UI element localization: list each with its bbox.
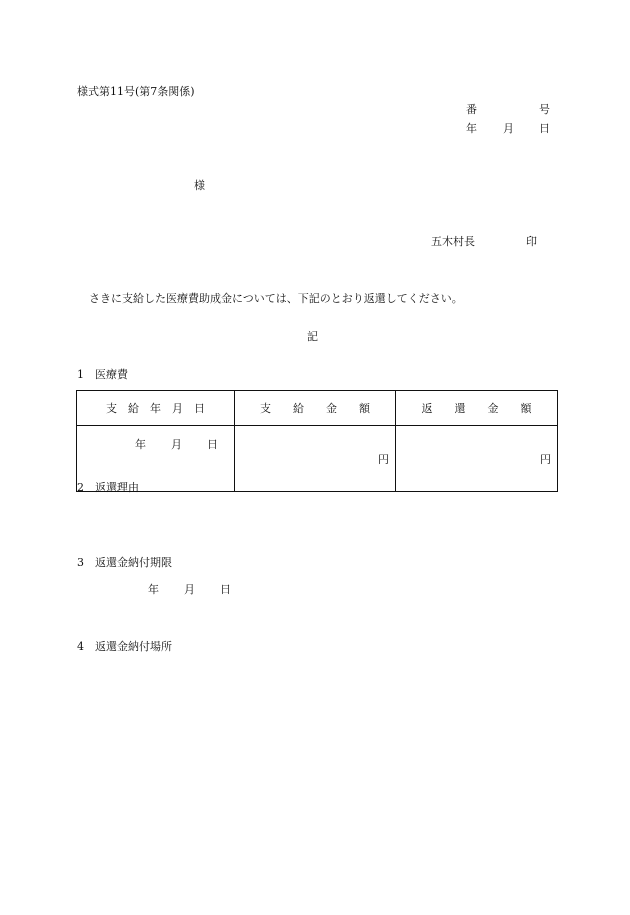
deadline-day-label: 日	[220, 583, 231, 596]
medical-expense-table	[76, 390, 558, 492]
document-number-label: 番	[466, 103, 477, 116]
section2-heading: 2 返還理由	[77, 481, 139, 494]
header-paid-amount: 支 給 金 額	[235, 391, 396, 426]
header-payment-date: 支 給 年 月 日	[77, 391, 235, 426]
issuer-title: 五木村長	[431, 235, 475, 248]
table-header-row	[77, 391, 558, 426]
deadline-year-label: 年	[148, 583, 159, 596]
form-number: 様式第11号(第7条関係)	[77, 85, 195, 98]
section3-heading: 3 返還金納付期限	[77, 556, 172, 569]
section4-heading: 4 返還金納付場所	[77, 640, 172, 653]
issue-date-year-label: 年	[466, 122, 477, 135]
paid-amount-cell: 円	[235, 426, 396, 492]
table-row	[77, 426, 558, 492]
body-text: さきに支給した医療費助成金については、下記のとおり返還してください。	[89, 292, 463, 305]
payment-date-month-label: 月	[171, 438, 182, 451]
header-returned-amount: 返 還 金 額	[396, 391, 558, 426]
deadline-month-label: 月	[184, 583, 195, 596]
section1-heading: 1 医療費	[77, 368, 128, 381]
payment-date-year-label: 年	[135, 438, 146, 451]
ki-heading: 記	[307, 330, 318, 343]
payment-date-day-label: 日	[207, 438, 218, 451]
issue-date-day-label: 日	[539, 122, 550, 135]
issue-date-month-label: 月	[503, 122, 514, 135]
document-number-suffix: 号	[539, 103, 550, 116]
issuer-seal-mark: 印	[526, 235, 537, 248]
addressee-honorific: 様	[194, 179, 205, 192]
returned-amount-cell: 円	[396, 426, 558, 492]
